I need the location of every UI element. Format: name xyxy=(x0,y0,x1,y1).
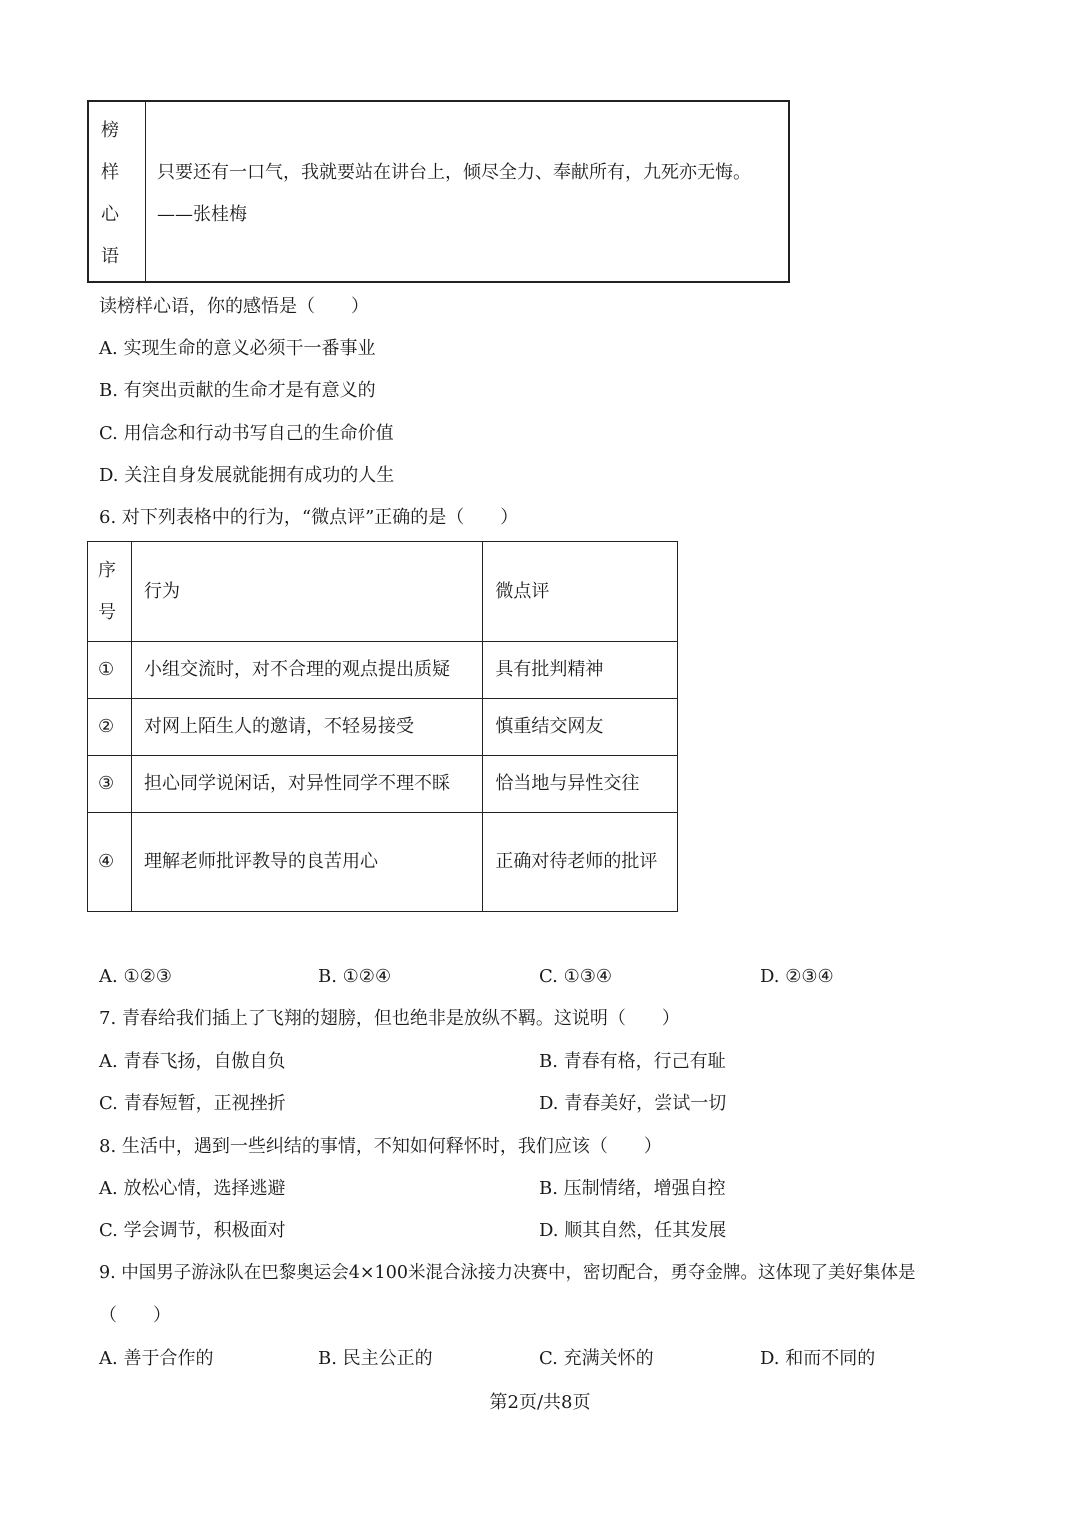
motto-quote: 只要还有一口气，我就要站在讲台上，倾尽全力、奉献所有，九死亦无悔。 xyxy=(157,162,751,183)
q7-option-a: A. 青春飞扬，自傲自负 xyxy=(99,1051,286,1072)
header-comment: 微点评 xyxy=(495,580,550,602)
q9-option-c: C. 充满关怀的 xyxy=(539,1348,654,1369)
q5-stem: 读榜样心语，你的感悟是（ ） xyxy=(99,296,369,317)
q7-option-c: C. 青春短暂，正视挫折 xyxy=(99,1093,286,1114)
table-row xyxy=(88,642,678,699)
q6-option-d: D. ②③④ xyxy=(760,966,834,987)
row-comment-text: 正确对待老师的批评 xyxy=(495,851,658,872)
row-comment: 具有批判精神 xyxy=(483,642,678,699)
table-row xyxy=(88,699,678,756)
q9-stem-line1: 9. 中国男子游泳队在巴黎奥运会4×100米混合泳接力决赛中，密切配合，勇夺金牌。这体现了美好集体是 xyxy=(99,1263,916,1283)
row-act: 对网上陌生人的邀请，不轻易接受 xyxy=(132,699,483,756)
q7-option-d: D. 青春美好，尝试一切 xyxy=(539,1093,727,1114)
motto-author: ——张桂梅 xyxy=(157,204,247,225)
q5-option-d: D. 关注自身发展就能拥有成功的人生 xyxy=(99,465,395,486)
table-header-cell xyxy=(483,542,678,642)
q6-stem: 6. 对下列表格中的行为，“微点评”正确的是（ ） xyxy=(99,507,519,528)
page-number: 第2页/共8页 xyxy=(489,1392,591,1413)
q9-option-b: B. 民主公正的 xyxy=(318,1348,433,1369)
row-no: ④ xyxy=(88,813,132,912)
row-comment: 恰当地与异性交往 xyxy=(483,756,678,813)
table-header-row xyxy=(88,542,678,642)
row-act: 担心同学说闲话，对异性同学不理不睬 xyxy=(132,756,483,813)
motto-box xyxy=(87,100,790,283)
motto-divider xyxy=(145,102,146,281)
row-act: 小组交流时，对不合理的观点提出质疑 xyxy=(132,642,483,699)
table-row xyxy=(88,813,678,912)
row-no: ② xyxy=(88,699,132,756)
q8-option-c: C. 学会调节，积极面对 xyxy=(99,1220,286,1241)
q8-option-a: A. 放松心情，选择逃避 xyxy=(99,1178,286,1199)
q7-option-b: B. 青春有格，行己有耻 xyxy=(539,1051,726,1072)
q6-option-c: C. ①③④ xyxy=(539,966,612,987)
motto-label-char: 心 xyxy=(101,204,119,225)
q6-table xyxy=(87,541,678,912)
q6-option-a: A. ①②③ xyxy=(99,966,172,987)
row-no: ③ xyxy=(88,756,132,813)
q8-stem: 8. 生活中，遇到一些纠结的事情，不知如何释怀时，我们应该（ ） xyxy=(99,1136,662,1157)
header-act: 行为 xyxy=(144,580,181,602)
motto-label-char: 语 xyxy=(101,246,119,267)
q9-option-a: A. 善于合作的 xyxy=(99,1348,214,1369)
q7-stem: 7. 青春给我们插上了飞翔的翅膀，但也绝非是放纵不羁。这说明（ ） xyxy=(99,1008,680,1029)
motto-label-char: 榜 xyxy=(101,120,119,141)
row-act: 理解老师批评教导的良苦用心 xyxy=(132,813,483,912)
q8-option-d: D. 顺其自然，任其发展 xyxy=(539,1220,727,1241)
q5-option-a: A. 实现生命的意义必须干一番事业 xyxy=(99,338,376,359)
q5-option-b: B. 有突出贡献的生命才是有意义的 xyxy=(99,380,376,401)
row-comment: 慎重结交网友 xyxy=(483,699,678,756)
row-no: ① xyxy=(88,642,132,699)
table-header-cell xyxy=(88,542,132,642)
motto-label-char: 样 xyxy=(101,162,119,183)
q9-stem-line2: （ ） xyxy=(99,1305,171,1326)
q5-option-c: C. 用信念和行动书写自己的生命价值 xyxy=(99,423,394,444)
q6-option-b: B. ①②④ xyxy=(318,966,392,987)
row-comment xyxy=(483,813,678,912)
table-header-cell xyxy=(132,542,483,642)
table-row xyxy=(88,756,678,813)
q8-option-b: B. 压制情绪，增强自控 xyxy=(539,1178,726,1199)
header-no: 序号 xyxy=(98,559,116,623)
q9-option-d: D. 和而不同的 xyxy=(760,1348,876,1369)
